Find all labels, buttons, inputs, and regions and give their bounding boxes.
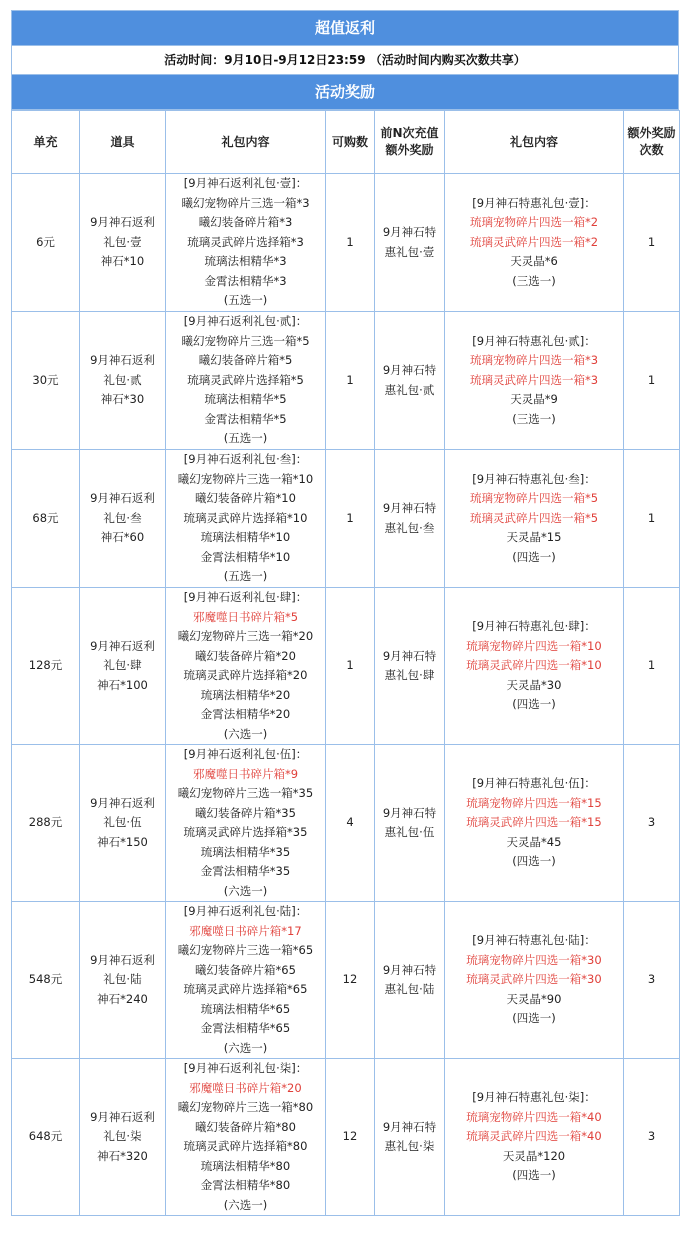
extra-content-line: (三选一) xyxy=(512,411,556,426)
header-charge: 单充 xyxy=(12,111,80,174)
extra-content-line: 琉璃灵武碎片四选一箱*2 xyxy=(469,234,599,249)
extra-content-line: 琉璃灵武碎片四选一箱*15 xyxy=(466,815,602,830)
item-line: 礼包·柒 xyxy=(103,1129,142,1144)
item-cell xyxy=(80,588,166,745)
extra-line: 9月神石特 xyxy=(382,962,437,977)
extra-content-cell xyxy=(445,902,624,1059)
item-line: 9月神石返利 xyxy=(90,795,155,810)
limit-cell: 1 xyxy=(326,174,375,312)
content-line: 曦幻装备碎片箱*65 xyxy=(195,962,296,977)
extra-content-line: [9月神石特惠礼包·叁]： xyxy=(472,471,596,486)
extra-line: 惠礼包·柒 xyxy=(384,1139,435,1153)
content-cell xyxy=(166,1059,326,1216)
content-line: 金霄法相精华*65 xyxy=(200,1021,291,1035)
extra-line: 惠礼包·叁 xyxy=(384,520,435,535)
extra-content-cell xyxy=(445,312,624,450)
item-line: 神石*150 xyxy=(97,834,148,849)
content-line: 曦幻装备碎片箱*80 xyxy=(195,1119,296,1134)
limit-cell: 4 xyxy=(326,745,375,902)
content-line: 曦幻宠物碎片三选一箱*35 xyxy=(177,786,314,800)
limit-cell: 1 xyxy=(326,312,375,450)
table-row xyxy=(12,588,680,745)
content-line: 琉璃灵武碎片选择箱*65 xyxy=(183,982,308,996)
extra-times-cell: 1 xyxy=(624,450,680,588)
extra-content-cell xyxy=(445,745,624,902)
content-line: 曦幻装备碎片箱*3 xyxy=(198,215,293,230)
content-line: 琉璃灵武碎片选择箱*3 xyxy=(187,234,304,249)
charge-cell: 648元 xyxy=(12,1059,80,1216)
content-line: 金霄法相精华*5 xyxy=(204,411,287,426)
content-line: 邪魔噬日书碎片箱*17 xyxy=(189,923,302,938)
activity-time: 活动时间：9月10日-9月12日23:59 （活动时间内购买次数共享） xyxy=(11,46,679,74)
extra-times-cell: 1 xyxy=(624,588,680,745)
item-line: 9月神石返利 xyxy=(90,638,155,653)
extra-times-cell: 1 xyxy=(624,312,680,450)
charge-cell: 68元 xyxy=(12,450,80,588)
extra-cell xyxy=(375,174,445,312)
content-line: 金霄法相精华*80 xyxy=(200,1178,291,1192)
content-cell xyxy=(166,588,326,745)
extra-content-line: 天灵晶*15 xyxy=(506,530,562,545)
content-line: 金霄法相精华*10 xyxy=(200,549,291,564)
limit-cell: 1 xyxy=(326,588,375,745)
extra-content-cell xyxy=(445,450,624,588)
extra-times-cell: 3 xyxy=(624,1059,680,1216)
extra-content-line: [9月神石特惠礼包·陆]： xyxy=(472,933,596,948)
extra-content-line: (四选一) xyxy=(512,549,556,564)
content-line: [9月神石返利礼包·陆]： xyxy=(183,904,308,918)
extra-cell xyxy=(375,902,445,1059)
extra-content-line: 琉璃宠物碎片四选一箱*15 xyxy=(466,795,602,810)
item-cell xyxy=(80,450,166,588)
extra-line: 9月神石特 xyxy=(382,225,437,239)
content-line: [9月神石返利礼包·伍]： xyxy=(183,747,308,761)
extra-content-cell xyxy=(445,1059,624,1216)
extra-content-line: 琉璃宠物碎片四选一箱*5 xyxy=(469,491,599,506)
extra-line: 惠礼包·壹 xyxy=(384,244,435,259)
limit-cell: 12 xyxy=(326,902,375,1059)
extra-content-line: (四选一) xyxy=(512,697,556,712)
content-line: (五选一) xyxy=(223,431,268,446)
content-line: 邪魔噬日书碎片箱*5 xyxy=(192,609,299,624)
extra-content-line: [9月神石特惠礼包·肆]： xyxy=(472,619,596,634)
content-line: 曦幻宠物碎片三选一箱*80 xyxy=(177,1100,314,1114)
content-line: 琉璃法相精华*10 xyxy=(200,530,291,545)
content-line: [9月神石返利礼包·肆]： xyxy=(183,590,308,604)
item-line: 9月神石返利 xyxy=(90,215,155,230)
extra-cell xyxy=(375,312,445,450)
content-line: [9月神石返利礼包·壹]： xyxy=(183,176,308,191)
item-line: 礼包·贰 xyxy=(103,372,142,387)
extra-line: 惠礼包·伍 xyxy=(384,825,435,839)
header-extra: 前N次充值额外奖励 xyxy=(375,111,445,174)
item-cell xyxy=(80,745,166,902)
item-cell xyxy=(80,174,166,312)
charge-cell: 548元 xyxy=(12,902,80,1059)
extra-content-line: 天灵晶*120 xyxy=(502,1148,566,1163)
extra-content-cell xyxy=(445,588,624,745)
charge-cell: 288元 xyxy=(12,745,80,902)
extra-line: 9月神石特 xyxy=(382,363,437,377)
content-line: [9月神石返利礼包·叁]： xyxy=(183,452,308,467)
extra-content-line: (四选一) xyxy=(512,1168,556,1183)
extra-content-line: (四选一) xyxy=(512,854,556,869)
item-line: 神石*10 xyxy=(100,254,145,269)
extra-content-line: [9月神石特惠礼包·柒]： xyxy=(472,1090,596,1105)
extra-times-cell: 3 xyxy=(624,745,680,902)
extra-content-line: 天灵晶*6 xyxy=(510,254,558,269)
extra-content-line: 琉璃灵武碎片四选一箱*40 xyxy=(466,1129,602,1144)
item-cell xyxy=(80,312,166,450)
item-line: 9月神石返利 xyxy=(90,952,155,967)
header-limit: 可购数 xyxy=(326,111,375,174)
item-line: 礼包·陆 xyxy=(103,972,142,987)
extra-content-line: (四选一) xyxy=(512,1011,556,1026)
banner-title: 超值返利 xyxy=(11,10,679,46)
item-line: 9月神石返利 xyxy=(90,491,155,506)
content-cell xyxy=(166,312,326,450)
content-line: 琉璃法相精华*80 xyxy=(200,1158,291,1173)
extra-content-line: 琉璃宠物碎片四选一箱*30 xyxy=(466,952,602,967)
item-line: 礼包·叁 xyxy=(103,510,142,525)
item-line: 神石*240 xyxy=(97,991,148,1006)
extra-line: 9月神石特 xyxy=(382,648,437,663)
item-line: 神石*60 xyxy=(100,530,145,545)
header-extra-times: 额外奖励次数 xyxy=(624,111,680,174)
content-line: 曦幻宠物碎片三选一箱*3 xyxy=(181,195,310,210)
limit-cell: 12 xyxy=(326,1059,375,1216)
extra-content-line: 天灵晶*90 xyxy=(506,991,562,1006)
table-row xyxy=(12,745,680,902)
content-line: 金霄法相精华*35 xyxy=(200,864,291,878)
content-line: 金霄法相精华*20 xyxy=(200,707,291,721)
content-line: [9月神石返利礼包·贰]： xyxy=(183,314,308,329)
table-row xyxy=(12,312,680,450)
header-content: 礼包内容 xyxy=(166,111,326,174)
content-line: 金霄法相精华*3 xyxy=(204,273,287,288)
content-line: 琉璃法相精华*65 xyxy=(200,1001,291,1016)
content-line: 琉璃法相精华*3 xyxy=(204,254,287,269)
extra-line: 惠礼包·陆 xyxy=(384,982,435,996)
charge-cell: 30元 xyxy=(12,312,80,450)
extra-content-cell xyxy=(445,174,624,312)
extra-content-line: (三选一) xyxy=(512,273,556,288)
content-line: 曦幻宠物碎片三选一箱*10 xyxy=(177,471,314,486)
item-line: 礼包·肆 xyxy=(103,658,142,673)
extra-line: 惠礼包·贰 xyxy=(384,382,435,397)
extra-line: 9月神石特 xyxy=(382,1119,437,1134)
extra-line: 9月神石特 xyxy=(382,501,437,515)
content-line: (六选一) xyxy=(223,726,268,741)
extra-content-line: 琉璃宠物碎片四选一箱*40 xyxy=(466,1109,602,1124)
rebate-sheet xyxy=(11,10,679,1216)
reward-table xyxy=(11,110,680,1216)
item-cell xyxy=(80,902,166,1059)
section-title: 活动奖励 xyxy=(11,74,679,110)
extra-times-cell: 3 xyxy=(624,902,680,1059)
item-line: 神石*30 xyxy=(100,392,145,407)
extra-line: 惠礼包·肆 xyxy=(384,668,435,682)
item-line: 礼包·伍 xyxy=(103,815,142,830)
content-line: (六选一) xyxy=(223,1040,268,1055)
content-cell xyxy=(166,745,326,902)
content-line: 琉璃灵武碎片选择箱*20 xyxy=(183,668,308,682)
content-line: 邪魔噬日书碎片箱*9 xyxy=(192,766,299,781)
extra-content-line: 天灵晶*30 xyxy=(506,677,562,692)
content-line: [9月神石返利礼包·柒]： xyxy=(183,1061,308,1075)
content-cell xyxy=(166,902,326,1059)
table-row xyxy=(12,450,680,588)
content-line: (六选一) xyxy=(223,883,268,898)
content-line: 曦幻装备碎片箱*20 xyxy=(195,648,296,663)
content-line: 邪魔噬日书碎片箱*20 xyxy=(189,1080,302,1095)
extra-content-line: [9月神石特惠礼包·贰]： xyxy=(472,333,596,348)
extra-line: 9月神石特 xyxy=(382,805,437,820)
extra-content-line: 琉璃灵武碎片四选一箱*5 xyxy=(469,510,599,525)
header-item: 道具 xyxy=(80,111,166,174)
extra-cell xyxy=(375,745,445,902)
extra-content-line: 琉璃灵武碎片四选一箱*10 xyxy=(466,658,602,673)
content-line: 琉璃法相精华*5 xyxy=(204,392,287,407)
charge-cell: 128元 xyxy=(12,588,80,745)
content-line: 琉璃灵武碎片选择箱*35 xyxy=(183,825,308,839)
content-line: 曦幻装备碎片箱*10 xyxy=(195,491,296,506)
content-line: (六选一) xyxy=(223,1197,268,1212)
content-line: 琉璃灵武碎片选择箱*5 xyxy=(187,372,304,387)
extra-content-line: 琉璃宠物碎片四选一箱*10 xyxy=(466,638,602,653)
item-cell xyxy=(80,1059,166,1216)
table-row xyxy=(12,1059,680,1216)
extra-content-line: 天灵晶*45 xyxy=(506,834,562,849)
content-line: 曦幻宠物碎片三选一箱*20 xyxy=(177,629,314,643)
content-line: (五选一) xyxy=(223,293,268,308)
content-line: 琉璃灵武碎片选择箱*80 xyxy=(183,1139,308,1153)
extra-cell xyxy=(375,450,445,588)
extra-content-line: 琉璃灵武碎片四选一箱*30 xyxy=(466,972,602,987)
item-line: 礼包·壹 xyxy=(103,234,142,249)
item-line: 9月神石返利 xyxy=(90,353,155,368)
item-line: 神石*100 xyxy=(97,677,148,692)
content-cell xyxy=(166,450,326,588)
content-line: 曦幻宠物碎片三选一箱*5 xyxy=(181,333,310,348)
extra-content-line: [9月神石特惠礼包·伍]： xyxy=(472,776,596,791)
extra-content-line: 天灵晶*9 xyxy=(510,392,558,407)
charge-cell: 6元 xyxy=(12,174,80,312)
table-row xyxy=(12,174,680,312)
content-line: 曦幻宠物碎片三选一箱*65 xyxy=(177,943,314,957)
extra-content-line: 琉璃宠物碎片四选一箱*3 xyxy=(469,353,599,368)
content-line: (五选一) xyxy=(223,569,268,584)
extra-content-line: 琉璃宠物碎片四选一箱*2 xyxy=(469,215,599,230)
table-header-row xyxy=(12,111,680,174)
table-row xyxy=(12,902,680,1059)
extra-cell xyxy=(375,588,445,745)
content-line: 琉璃法相精华*35 xyxy=(200,844,291,859)
content-line: 曦幻装备碎片箱*5 xyxy=(198,353,293,368)
content-line: 曦幻装备碎片箱*35 xyxy=(195,805,296,820)
content-line: 琉璃法相精华*20 xyxy=(200,687,291,702)
extra-content-line: 琉璃灵武碎片四选一箱*3 xyxy=(469,372,599,387)
extra-content-line: [9月神石特惠礼包·壹]： xyxy=(472,195,596,210)
header-extra-content: 礼包内容 xyxy=(445,111,624,174)
item-line: 9月神石返利 xyxy=(90,1109,155,1124)
table-body xyxy=(12,174,680,1216)
content-line: 琉璃灵武碎片选择箱*10 xyxy=(183,510,308,525)
limit-cell: 1 xyxy=(326,450,375,588)
item-line: 神石*320 xyxy=(97,1148,148,1163)
extra-cell xyxy=(375,1059,445,1216)
content-cell xyxy=(166,174,326,312)
extra-times-cell: 1 xyxy=(624,174,680,312)
